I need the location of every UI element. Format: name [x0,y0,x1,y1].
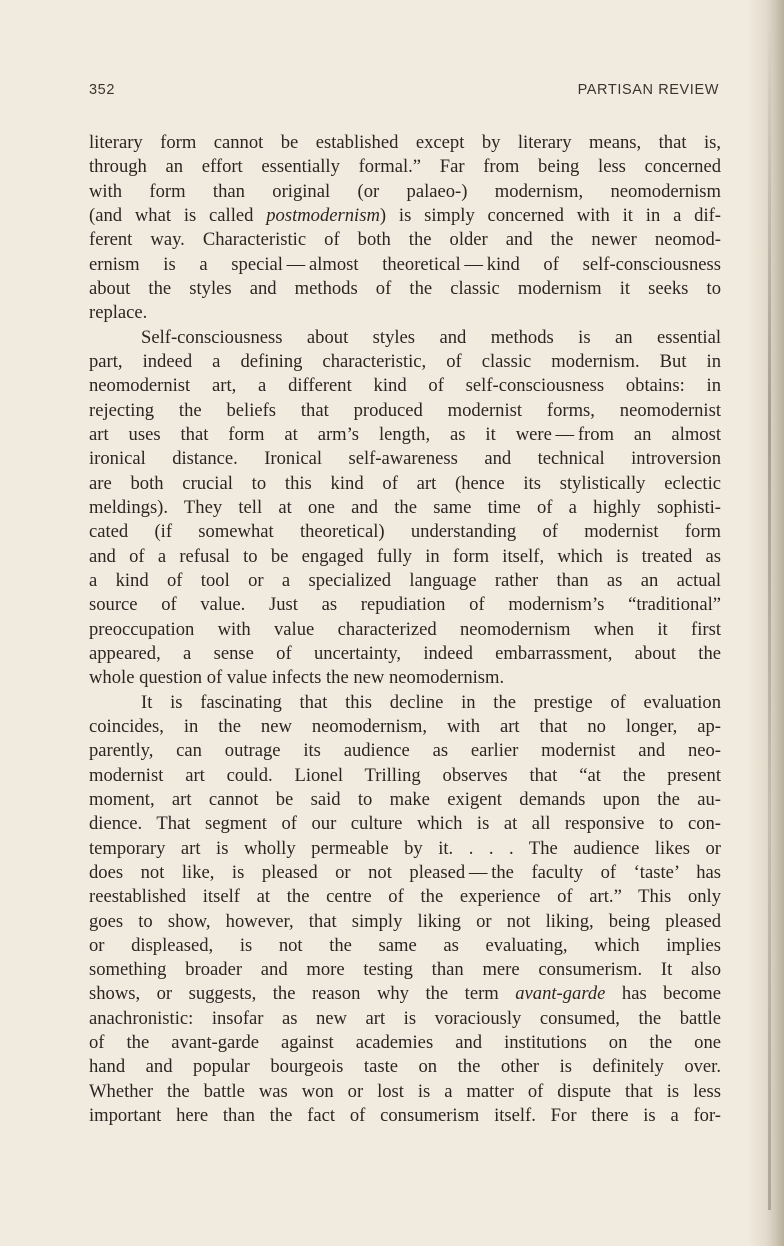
text-line: replace. [89,302,148,324]
text-line: appeared, a sense of uncertainty, indeed embarrassment, about the [89,642,721,664]
text-line: or displeased, is not the same as evaluating, which implies [89,934,721,956]
text-line: It is fascinating that this decline in the prestige of evaluation [141,691,721,713]
text-line: are both crucial to this kind of art (hence its stylistically eclectic [89,472,721,494]
text-line: shows, or suggests, the reason why the term avant-garde has become [89,983,721,1005]
text-line: important here than the fact of consumerism itself. For there is a for- [89,1105,721,1127]
text-line: literary form cannot be established except by literary means, that is, [89,132,721,153]
running-head [89,82,719,104]
text-line: modernist art could. Lionel Trilling observes that “at the present [89,764,721,786]
text-line: ferent way. Characteristic of both the older and the newer neomod- [89,229,721,251]
page-edge-shadow [750,0,784,1246]
text-line: ironical distance. Ironical self-awareness and technical introversion [89,448,721,470]
text-line: reestablished itself at the centre of the experience of art.” This only [89,886,721,908]
text-line: meldings). They tell at one and the same time of a highly sophisti- [89,496,721,518]
text-line: source of value. Just as repudiation of modernism’s “traditional” [89,594,721,616]
text-line: Self-consciousness about styles and methods is an essential [141,326,721,348]
text-line: with form than original (or palaeo-) modernism, neomodernism [89,180,721,202]
text-line: whole question of value infects the new neomodernism. [89,667,505,689]
journal-title: PARTISAN REVIEW [577,82,719,98]
text-line: about the styles and methods of the classic modernism it seeks to [89,277,721,299]
text-line: cated (if somewhat theoretical) understanding of modernist form [89,521,721,543]
text-line: a kind of tool or a specialized language rather than as an actual [89,569,721,591]
page-number: 352 [89,82,115,98]
text-line: coincides, in the new neomodernism, with art that no longer, ap- [89,715,721,737]
text-line: dience. That segment of our culture which is at all responsive to con- [89,813,721,835]
text-line: parently, can outrage its audience as earlier modernist and neo- [89,740,721,762]
body-text [89,131,721,1128]
text-line: hand and popular bourgeois taste on the other is definitely over. [89,1056,721,1078]
paragraph [89,691,721,1129]
text-line: Whether the battle was won or lost is a matter of dispute that is less [89,1080,721,1102]
text-line: temporary art is wholly permeable by it. . . . The audience likes or [89,837,721,859]
paragraph [89,131,721,326]
text-line: (and what is called postmodernism) is simply concerned with it in a dif- [89,204,721,226]
text-line: something broader and more testing than mere consumerism. It also [89,959,721,981]
text-line: preoccupation with value characterized neomodernism when it first [89,618,721,640]
text-line: part, indeed a defining characteristic, of classic modernism. But in [89,350,721,372]
text-line: anachronistic: insofar as new art is voraciously consumed, the battle [89,1007,721,1029]
text-line: neomodernist art, a different kind of self-consciousness obtains: in [89,375,721,397]
text-line: rejecting the beliefs that produced modernist forms, neomodernist [89,399,721,421]
text-line: goes to show, however, that simply liking or not liking, being pleased [89,910,721,932]
paragraph [89,326,721,691]
text-line: art uses that form at arm’s length, as it were — from an almost [89,423,721,445]
text-line: does not like, is pleased or not pleased — the faculty of ‘taste’ has [89,861,721,883]
text-line: moment, art cannot be said to make exigent demands upon the au- [89,788,721,810]
text-line: and of a refusal to be engaged fully in form itself, which is treated as [89,545,721,567]
text-line: ernism is a special — almost theoretical — kind of self-consciousness [89,253,721,275]
text-line: of the avant-garde against academies and institutions on the one [89,1032,721,1054]
text-line: through an effort essentially formal.” Far from being less concerned [89,156,721,178]
